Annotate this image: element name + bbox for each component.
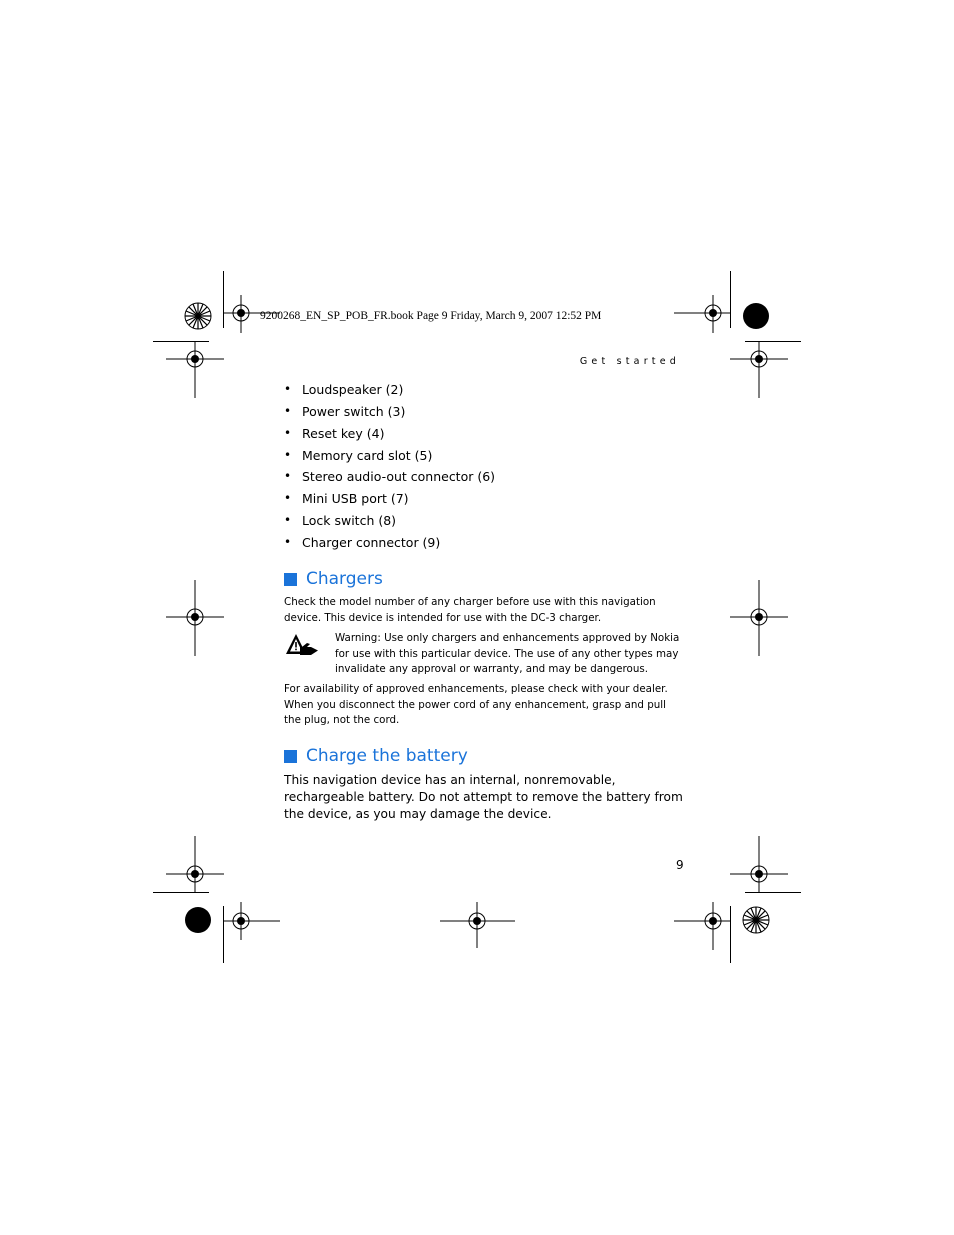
print-header: 9200268_EN_SP_POB_FR.book Page 9 Friday, March 9, 2007 12:52 PM (260, 310, 602, 322)
registration-mark-icon (674, 295, 730, 333)
page-number: 9 (676, 858, 684, 872)
bullet: • (284, 425, 292, 440)
bullet: • (284, 382, 292, 396)
heading-square-icon (284, 573, 297, 586)
section-heading-charge-battery (284, 746, 468, 766)
bullet: • (284, 513, 292, 528)
parts-list (284, 379, 495, 554)
availability-text: For availability of approved enhancements, please check with your dealer. When you disconnect the power cord of any enhancement, grasp and pull the plug, not the cord. (284, 683, 668, 726)
crop-line (745, 892, 801, 893)
color-wheel-icon (742, 906, 770, 934)
list-item (284, 488, 495, 510)
warning-text: Warning: Use only chargers and enhancements approved by Nokia for use with this particular device. The use of any other types may invalidate any approval or warranty, and may be dangerous. (335, 632, 680, 675)
registration-mark-icon (730, 836, 788, 892)
black-dot-icon (184, 906, 212, 934)
bullet: • (284, 469, 292, 484)
registration-mark-icon (166, 836, 224, 892)
crop-line (730, 271, 731, 328)
bullet: • (284, 403, 292, 418)
crop-line (153, 892, 209, 893)
black-dot-icon (742, 302, 770, 330)
list-item (284, 532, 495, 554)
color-wheel-icon (184, 302, 212, 330)
list-item (284, 401, 495, 423)
running-head: Get started (579, 356, 680, 367)
list-item-text: Loudspeaker (2) (302, 382, 404, 397)
list-item-text: Stereo audio-out connector (6) (302, 469, 496, 485)
registration-mark-icon (440, 902, 515, 948)
bullet: • (284, 534, 292, 549)
bullet: • (284, 447, 292, 462)
heading-square-icon (284, 750, 297, 763)
section-heading-text: Chargers (306, 569, 383, 589)
warning-hand-icon (285, 633, 319, 659)
list-item-text: Mini USB port (7) (302, 491, 409, 507)
list-item (284, 423, 495, 445)
battery-text: This navigation device has an internal, nonremovable, rechargeable battery. Do not attempt to remove the battery from the device, as you may damage the device. (284, 773, 683, 821)
section-heading-text: Charge the battery (306, 746, 468, 766)
list-item-text: Lock switch (8) (302, 513, 397, 529)
list-item-text: Charger connector (9) (302, 534, 441, 550)
bullet: • (284, 491, 292, 506)
list-item-text: Power switch (3) (302, 403, 406, 419)
registration-mark-icon (674, 902, 730, 950)
registration-mark-icon (224, 902, 280, 940)
list-item (284, 510, 495, 532)
crop-line (730, 906, 731, 963)
list-item (284, 445, 495, 467)
registration-mark-icon (166, 342, 224, 398)
list-item-text: Memory card slot (5) (302, 447, 433, 463)
registration-mark-icon (730, 342, 788, 398)
list-item-text: Reset key (4) (302, 425, 385, 441)
chargers-intro: Check the model number of any charger before use with this navigation device. This device is intended for use with the DC-3 charger. (284, 596, 656, 624)
section-heading-chargers (284, 569, 383, 589)
registration-mark-icon (166, 580, 224, 656)
list-item (284, 379, 495, 401)
list-item (284, 466, 495, 488)
registration-mark-icon (730, 580, 788, 656)
